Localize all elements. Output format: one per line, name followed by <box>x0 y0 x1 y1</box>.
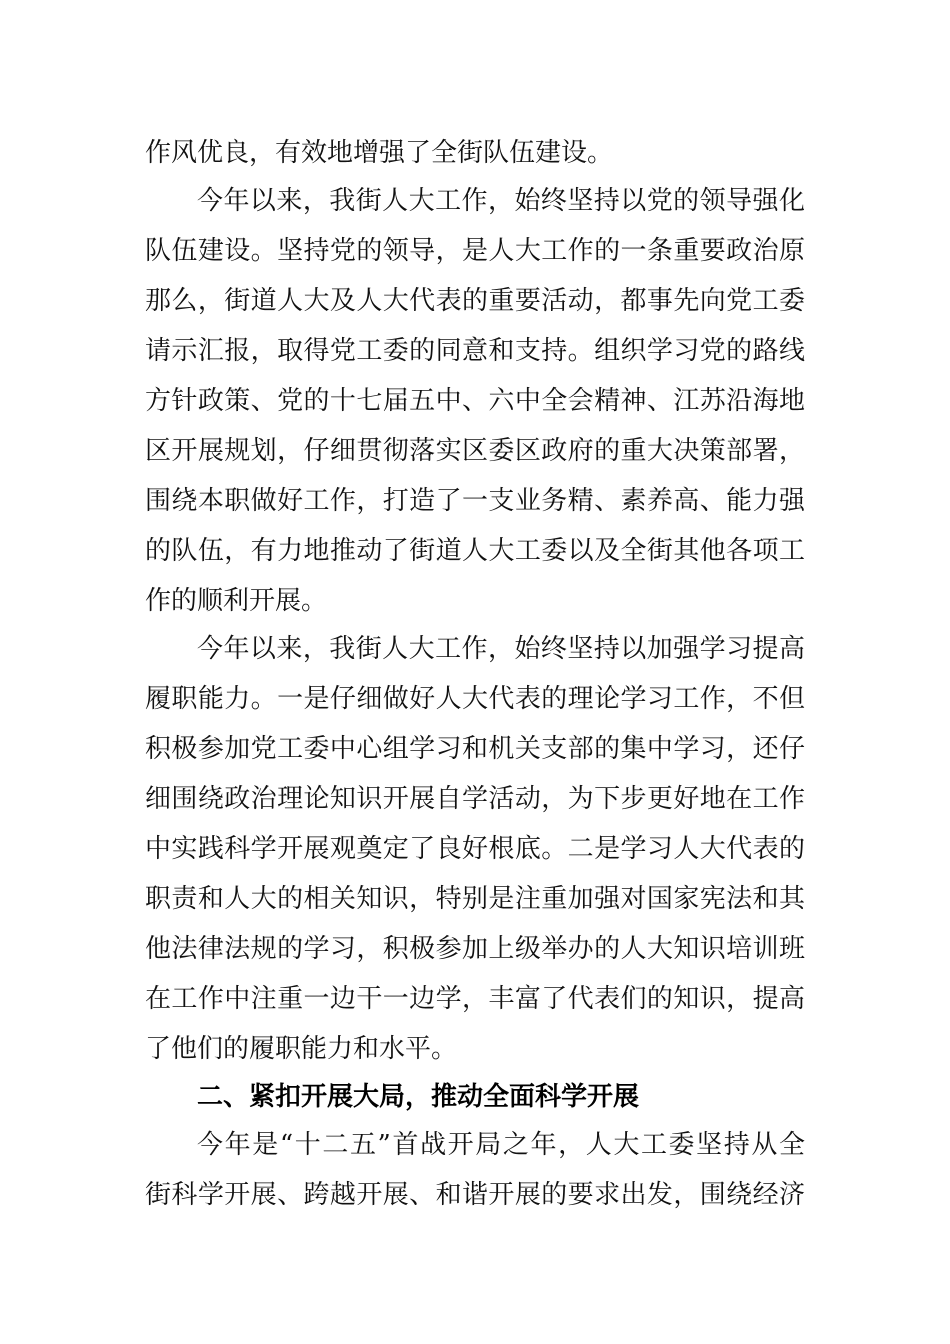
text-line: 作风优良，有效地增强了全街队伍建设。 <box>145 138 614 168</box>
section-heading: 二、紧扣开展大局，推动全面科学开展 <box>197 1082 640 1112</box>
paragraph-first-line: 今年以来，我街人大工作，始终坚持以党的领导强化 <box>197 186 805 216</box>
text-line: 请示汇报，取得党工委的同意和支持。组织学习党的路线 <box>145 336 805 366</box>
text-line: 围绕本职做好工作，打造了一支业务精、素养高、能力强 <box>145 486 805 516</box>
paragraph-first-line: 今年以来，我街人大工作，始终坚持以加强学习提高 <box>197 634 805 664</box>
text-line: 作的顺利开展。 <box>145 586 328 616</box>
text-line: 了他们的履职能力和水平。 <box>145 1034 458 1064</box>
text-line: 在工作中注重一边干一边学，丰富了代表们的知识，提高 <box>145 984 805 1014</box>
text-line: 那么，街道人大及人大代表的重要活动，都事先向党工委 <box>145 286 805 316</box>
text-line: 他法律法规的学习，积极参加上级举办的人大知识培训班 <box>145 934 805 964</box>
text-line: 履职能力。一是仔细做好人大代表的理论学习工作，不但 <box>145 684 805 714</box>
text-line: 区开展规划，仔细贯彻落实区委区政府的重大决策部署， <box>145 436 805 466</box>
text-line: 职责和人大的相关知识，特别是注重加强对国家宪法和其 <box>145 884 805 914</box>
text-line: 街科学开展、跨越开展、和谐开展的要求出发，围绕经济 <box>145 1180 805 1210</box>
text-line: 细围绕政治理论知识开展自学活动，为下步更好地在工作 <box>145 784 805 814</box>
text-line: 队伍建设。坚持党的领导，是人大工作的一条重要政治原 <box>145 236 805 266</box>
text-line: 中实践科学开展观奠定了良好根底。二是学习人大代表的 <box>145 834 805 864</box>
text-line: 的队伍，有力地推动了街道人大工委以及全街其他各项工 <box>145 536 805 566</box>
text-line: 方针政策、党的十七届五中、六中全会精神、江苏沿海地 <box>145 386 805 416</box>
text-line: 积极参加党工委中心组学习和机关支部的集中学习，还仔 <box>145 734 805 764</box>
paragraph-first-line: 今年是“十二五”首战开局之年，人大工委坚持从全 <box>197 1130 805 1160</box>
